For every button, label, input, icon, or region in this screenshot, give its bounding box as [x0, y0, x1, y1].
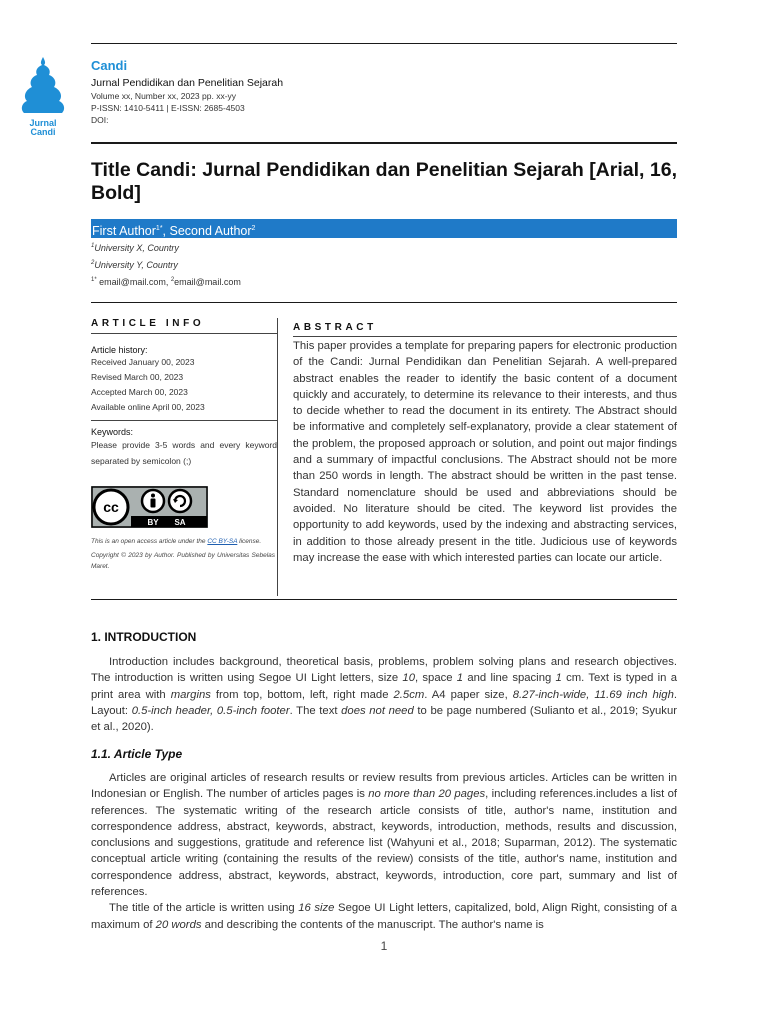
- history-received: Received January 00, 2023: [91, 357, 195, 367]
- article-history-label: Article history:: [91, 345, 148, 355]
- article-type-paragraph-2: The title of the article is written using 16 size Segoe UI Light letters, capitalized, bold, Align Right, consisting of a maximum of 20 words and describing the contents of the manuscript. The author's name is: [91, 902, 677, 931]
- copyright-text: Copyright © 2023 by Author. Published by Universitas Sebelas Maret.: [91, 552, 275, 570]
- email-2-sup: 2: [170, 277, 175, 283]
- article-type-body: [91, 770, 677, 933]
- by-label: BY: [147, 518, 159, 527]
- abstract-rule: [293, 336, 677, 337]
- journal-volume: Volume xx, Number xx, 2023 pp. xx-yy: [91, 91, 237, 101]
- sa-label: SA: [174, 518, 186, 527]
- introduction-paragraph: Introduction includes background, theoretical basis, problems, problem solving plans and research objectives. The introduction is written using Segoe UI Light letters, size 10, space 1 and line spacing 1 cm. Text is typed in a print area with margins from top, bottom, left, right made 2.5cm. A4 paper size, 8.27-inch-wide, 11.69 inch high. Layout: 0.5-inch header, 0.5-inch footer. The text does not need to be page numbered (Sulianto et al., 2019; Syukur et al., 2020).: [91, 656, 678, 734]
- temple-icon: [18, 55, 68, 119]
- email-1: email@mail.com,: [96, 277, 171, 287]
- second-author-sup: 2: [251, 225, 256, 232]
- second-author: Second Author: [169, 224, 252, 239]
- article-type-paragraph-1: Articles are original articles of research results or review results from previous articles. Articles can be written in Indonesian or English. The number of articles pages is no more than 20 pages, including references.includes a list of references. The systematic writing of the research article consists of title, author's name, institution and correspondence address, abstract, keywords, abstract, keywords, introduction, methods, results and discussion, conclusions and suggestions, gratitude and reference list (Wahyuni et al., 2018; Suparman, 2012). The systematic conceptual article writing (containing the results of the review) consists of the title, author's name, institution and correspondence address, abstract, keywords, abstract, keywords, introduction, core part, summary and list of references.: [91, 772, 677, 899]
- authors-bar: [91, 219, 677, 238]
- logo-text-line2: Candi: [30, 127, 56, 137]
- affiliation-bottom-rule: [91, 302, 677, 303]
- article-info-rule: [91, 333, 277, 334]
- abstract-text: This paper provides a template for preparing papers for electronic production of the Candi: Jurnal Pendidikan dan Penelitian Sejarah. A well-prepared abstract enables the reader to identify the basic content of a document quickly and accurately, to determine its relevance to their interests, and thus to decide whether to read the document in its entirety. The Abstract should be informative and completely self-explanatory, provide a clear statement of the problem, the proposed approach or solution, and point out major findings and a summary of impactful conclusions. The Abstract should not be more than 250 words in length. The abstract should be written in the past tense. Standard nomenclature should be used and abbreviations should be avoided. No literature should be cited. The keyword list provides the opportunity to add keywords, used by the indexing and abstracting services, in addition to those already present in the title. Judicious use of keywords may increase the ease with which interested parties can locate our article.: [293, 340, 677, 564]
- affiliation-1-text: University X, Country: [94, 243, 179, 253]
- email-2: email@mail.com: [174, 277, 241, 287]
- affiliation-1: [91, 243, 179, 253]
- history-online: Available online April 00, 2023: [91, 402, 205, 412]
- keywords-text: Please provide 3-5 words and every keyword separated by semicolon (;): [91, 440, 277, 466]
- license-pre: This is an open access article under the: [91, 538, 208, 545]
- journal-issn: P-ISSN: 1410-5411 | E-ISSN: 2685-4503: [91, 103, 245, 113]
- author-emails: [91, 277, 241, 287]
- abstract-bottom-rule: [91, 599, 677, 600]
- email-1-sup: 1*: [91, 277, 97, 283]
- cc-by-sa-badge[interactable]: [91, 486, 208, 528]
- author-separator: ,: [162, 224, 170, 239]
- header-bottom-rule: [91, 142, 677, 144]
- journal-logo: [18, 55, 68, 137]
- logo-text-line1: Jurnal: [29, 118, 57, 128]
- history-revised: Revised March 00, 2023: [91, 372, 184, 382]
- first-author-sup: 1*: [155, 225, 163, 232]
- journal-subtitle: Jurnal Pendidikan dan Penelitian Sejarah: [91, 77, 284, 89]
- top-rule: [91, 43, 677, 44]
- introduction-heading: 1. INTRODUCTION: [91, 630, 197, 644]
- history-accepted: Accepted March 00, 2023: [91, 387, 188, 397]
- introduction-body: [91, 654, 677, 735]
- sa-share-icon: [169, 490, 191, 512]
- keywords-label: Keywords:: [91, 427, 134, 437]
- paper-title: Title Candi: Jurnal Pendidikan dan Penelitian Sejarah [Arial, 16, Bold]: [91, 159, 677, 204]
- page-number: 1: [380, 939, 388, 953]
- journal-header: [91, 58, 491, 126]
- column-divider: [277, 318, 278, 596]
- article-info: [91, 318, 277, 469]
- journal-doi: DOI:: [91, 115, 109, 125]
- cc-by-sa-link[interactable]: CC BY-SA: [207, 538, 238, 545]
- article-type-heading: 1.1. Article Type: [91, 747, 183, 761]
- first-author: First Author: [92, 224, 156, 239]
- abstract-heading: ABSTRACT: [293, 322, 377, 333]
- affiliation-2-text: University Y, Country: [94, 260, 178, 270]
- article-info-heading: ARTICLE INFO: [91, 318, 205, 329]
- affiliation-2: [91, 260, 178, 270]
- affiliation-1-sup: 1: [91, 243, 95, 249]
- keywords-rule: [91, 420, 277, 421]
- cc-label: cc: [103, 499, 119, 515]
- journal-name: Candi: [91, 58, 128, 73]
- license-text: [91, 536, 275, 582]
- license-post: license.: [237, 538, 262, 545]
- affiliation-2-sup: 2: [91, 260, 95, 266]
